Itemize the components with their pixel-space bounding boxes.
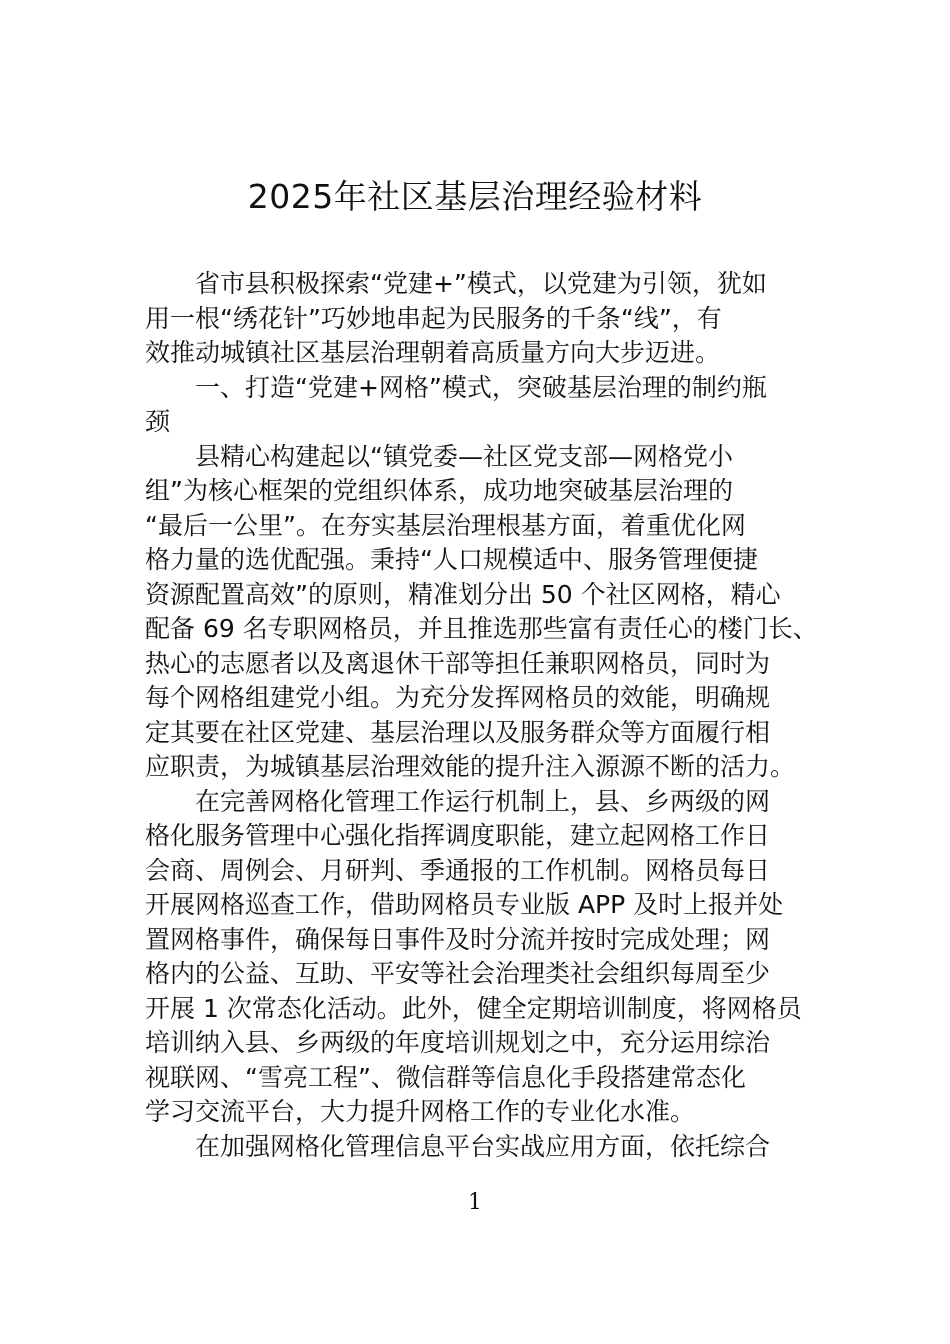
text-line: 效推动城镇社区基层治理朝着高质量方向大步迈进。 (145, 338, 721, 367)
document-body (145, 267, 818, 1164)
text-line: 会商、周例会、月研判、季通报的工作机制。网格员每日 (145, 855, 771, 885)
text-line: 格内的公益、互助、平安等社会治理类社会组织每周至少 (145, 959, 771, 988)
text-line: 培训纳入县、乡两级的年度培训规划之中，充分运用综治 (145, 1028, 771, 1057)
text-line: 应职责，为城镇基层治理效能的提升注入源源不断的活力。 (145, 752, 796, 781)
text-line: 省市县积极探索“党建+”模式，以党建为引领，犹如 (195, 269, 767, 298)
text-line: 开展网格巡查工作，借助网格员专业版 APP 及时上报并处 (145, 890, 784, 919)
text-line: 格化服务管理中心强化指挥调度职能，建立起网格工作日 (145, 821, 771, 850)
page-number: 1 (468, 1190, 482, 1215)
text-line: “最后一公里”。在夯实基层治理根基方面，着重优化网 (145, 510, 746, 540)
text-line: 热心的志愿者以及离退休干部等担任兼职网格员，同时为 (145, 648, 771, 678)
document-title: 2025年社区基层治理经验材料 (247, 177, 703, 216)
text-line: 定其要在社区党建、基层治理以及服务群众等方面履行相 (145, 717, 771, 747)
text-line: 用一根“绣花针”巧妙地串起为民服务的千条“线”，有 (145, 303, 722, 333)
text-line: 资源配置高效”的原则，精准划分出 50 个社区网格，精心 (145, 579, 781, 609)
text-line: 在完善网格化管理工作运行机制上，县、乡两级的网 (195, 786, 771, 816)
text-line: 学习交流平台，大力提升网格工作的专业化水准。 (145, 1097, 696, 1126)
text-line: 视联网、“雪亮工程”、微信群等信息化手段搭建常态化 (145, 1062, 746, 1092)
text-line: 每个网格组建党小组。为充分发挥网格员的效能，明确规 (145, 683, 771, 712)
text-line: 颈 (145, 407, 171, 436)
text-line: 组”为核心框架的党组织体系，成功地突破基层治理的 (145, 476, 733, 505)
text-line: 配备 69 名专职网格员，并且推选那些富有责任心的楼门长、 (145, 614, 818, 643)
text-line: 格力量的选优配强。秉持“人口规模适中、服务管理便捷 (145, 545, 758, 574)
text-line: 县精心构建起以“镇党委—社区党支部—网格党小 (195, 441, 733, 471)
text-line: 一、打造“党建+网格”模式，突破基层治理的制约瓶 (195, 372, 767, 402)
text-line: 在加强网格化管理信息平台实战应用方面，依托综合 (195, 1131, 771, 1161)
text-line: 开展 1 次常态化活动。此外，健全定期培训制度，将网格员 (145, 993, 802, 1023)
text-line: 置网格事件，确保每日事件及时分流并按时完成处理；网 (145, 924, 771, 954)
